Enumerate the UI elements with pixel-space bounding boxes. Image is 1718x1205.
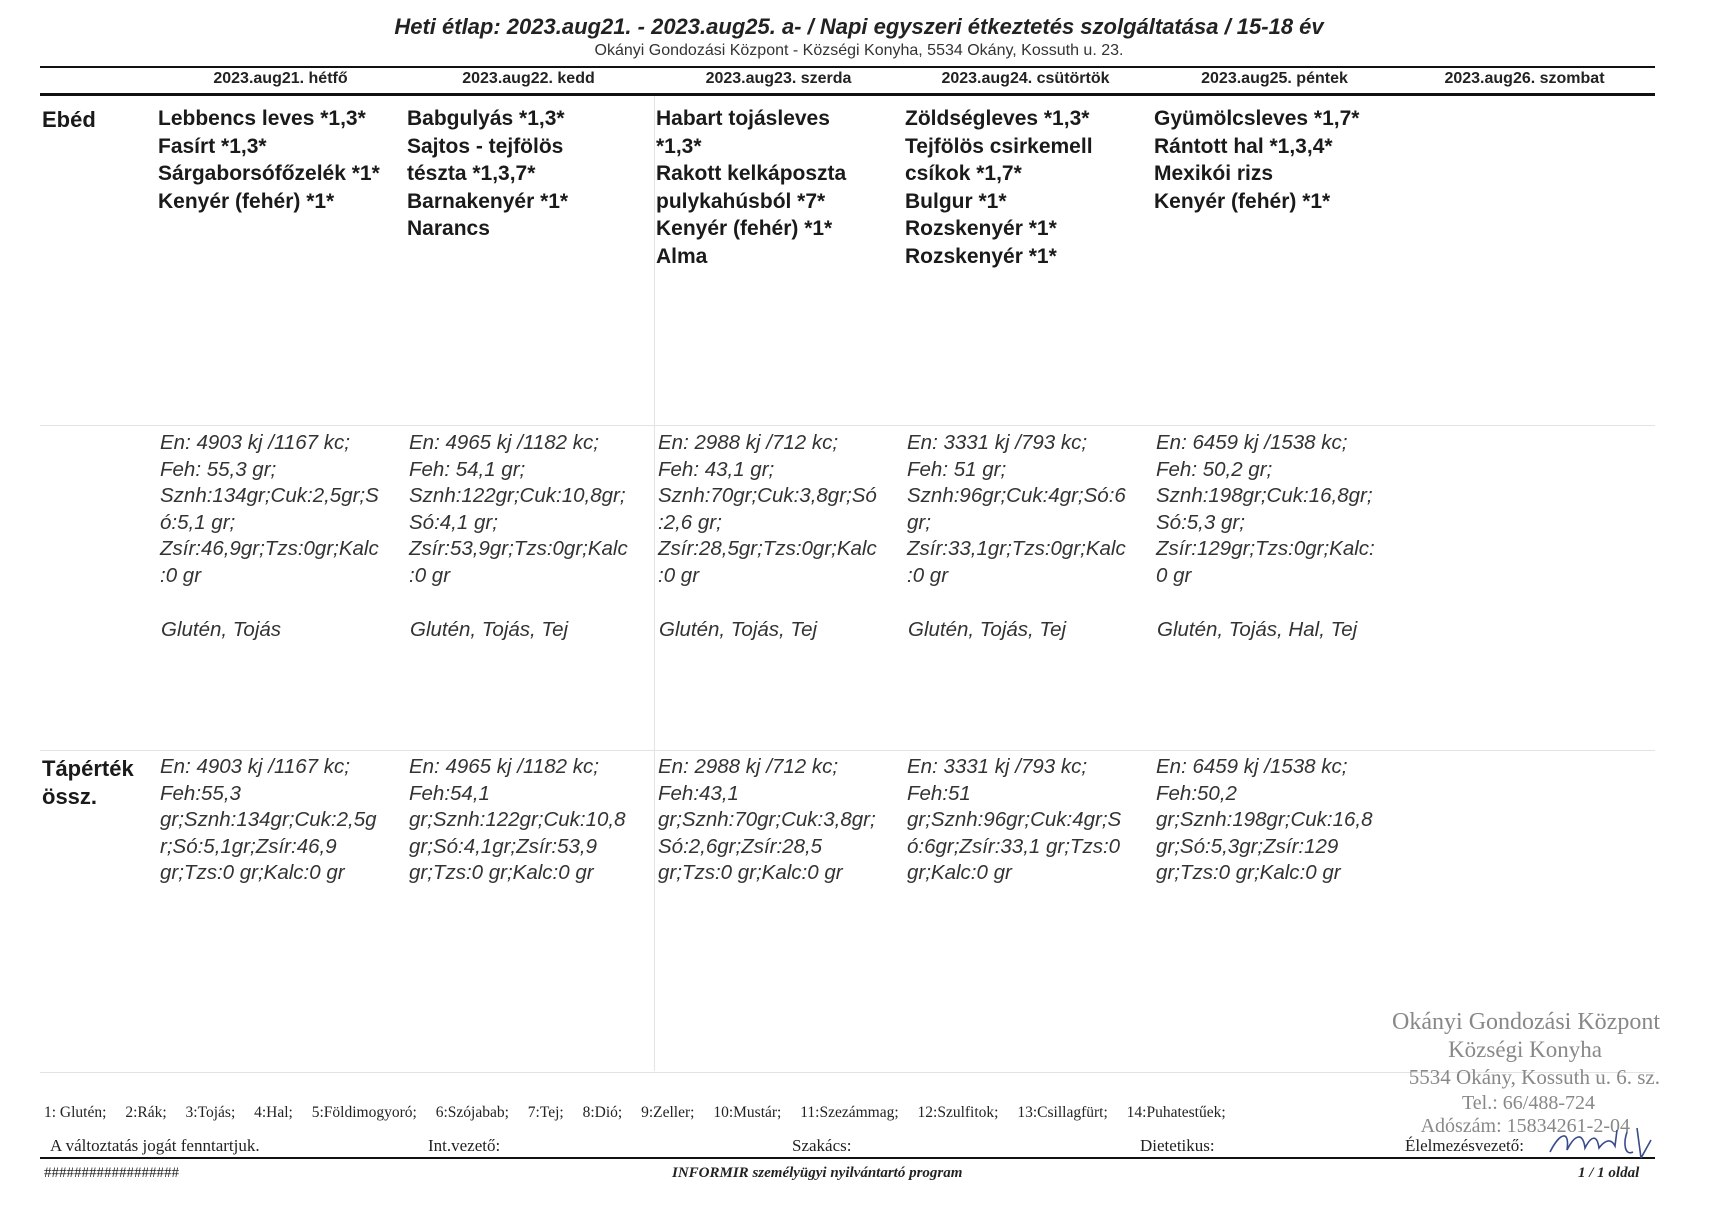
legend-item: 10:Mustár; (713, 1104, 782, 1121)
row-label-taperték (42, 755, 134, 811)
menu-item: Sárgaborsófőzelék *1* (158, 162, 380, 185)
nutrition-line: Feh: 54,1 gr; (409, 457, 526, 481)
menu-item: pulykahúsból *7* (656, 189, 826, 213)
totals-wednesday (658, 754, 906, 887)
totals-monday (160, 754, 408, 887)
totals-line: En: 4965 kj /1182 kc; (409, 755, 599, 778)
totals-friday (1156, 754, 1404, 887)
nutrition-friday (1156, 430, 1404, 589)
nutrition-tuesday (409, 430, 657, 589)
legend-item: 9:Zeller; (641, 1104, 695, 1121)
legend-item: 13:Csillagfürt; (1017, 1104, 1108, 1121)
stamp-line: Adószám: 15834261-2-04 (1420, 1115, 1630, 1137)
day-header-monday: 2023.aug21. hétfő (213, 70, 348, 87)
nutrition-line: Sznh:96gr;Cuk:4gr;Só:6 (907, 484, 1126, 507)
nutrition-line: En: 3331 kj /793 kc; (907, 431, 1088, 454)
menu-item: Kenyér (fehér) *1* (158, 189, 335, 213)
totals-line: Feh:55,3 (160, 781, 241, 805)
row-label-ebed: Ebéd (42, 107, 96, 132)
header-rule-bottom (40, 93, 1655, 96)
nutrition-line: Sznh:122gr;Cuk:10,8gr; (409, 484, 626, 507)
document-title: Heti étlap: 2023.aug21. - 2023.aug25. a- / Napi egyszeri étkeztetés szolgáltatása / 15-18 év (394, 14, 1324, 39)
footer-int-vezeto: Int.vezető: (428, 1136, 501, 1155)
menu-item: Rakott kelkáposzta (656, 162, 847, 185)
footer-rule (40, 1157, 1655, 1159)
menu-item: Habart tojásleves (656, 107, 830, 130)
grid-line (40, 750, 1655, 751)
nutrition-line: Zsír:33,1gr;Tzs:0gr;Kalc (907, 537, 1126, 560)
institution-stamp (1260, 1008, 1660, 1137)
nutrition-line: :0 gr (907, 563, 949, 587)
nutrition-line: En: 4903 kj /1167 kc; (160, 431, 350, 454)
menu-item: Narancs (407, 217, 490, 240)
totals-line: gr;Kalc:0 gr (907, 861, 1012, 884)
menu-item: Bulgur *1* (905, 189, 1007, 213)
stamp-line: Okányi Gondozási Központ (1392, 1009, 1660, 1035)
allergens-monday: Glutén, Tojás (161, 618, 282, 641)
menu-wednesday (656, 105, 904, 270)
menu-monday (158, 105, 406, 215)
menu-item: Alma (656, 244, 708, 268)
day-header-wednesday: 2023.aug23. szerda (705, 70, 852, 87)
nutrition-line: Feh: 43,1 gr; (658, 457, 775, 481)
nutrition-line: Zsír:129gr;Tzs:0gr;Kalc: (1156, 537, 1375, 560)
legend-item: 1: Glutén; (44, 1104, 107, 1121)
row-label-taperték-line2: össz. (42, 784, 98, 809)
nutrition-line: ó:5,1 gr; (160, 510, 236, 534)
nutrition-line: Só:5,3 gr; (1156, 510, 1245, 534)
day-header-tuesday: 2023.aug22. kedd (462, 70, 595, 87)
nutrition-line: Sznh:134gr;Cuk:2,5gr;S (160, 484, 379, 507)
menu-friday (1154, 105, 1402, 215)
nutrition-line: Feh: 55,3 gr; (160, 457, 277, 481)
nutrition-line: Feh: 51 gr; (907, 457, 1007, 481)
menu-item: Babgulyás *1,3* (407, 107, 565, 130)
footer-dietetikus: Dietetikus: (1140, 1136, 1215, 1155)
day-header-saturday: 2023.aug26. szombat (1444, 70, 1605, 87)
totals-line: Feh:43,1 (658, 781, 739, 805)
legend-item: 14:Puhatestűek; (1126, 1104, 1226, 1121)
totals-line: En: 6459 kj /1538 kc; (1156, 755, 1348, 778)
totals-line: Feh:51 (907, 781, 971, 805)
nutrition-line: Zsír:28,5gr;Tzs:0gr;Kalc (658, 537, 877, 560)
nutrition-line: Sznh:70gr;Cuk:3,8gr;Só (658, 484, 877, 507)
menu-item: Kenyér (fehér) *1* (656, 217, 833, 240)
totals-line: En: 3331 kj /793 kc; (907, 755, 1088, 778)
allergens-thursday: Glutén, Tojás, Tej (908, 618, 1067, 641)
totals-line: En: 2988 kj /712 kc; (658, 755, 839, 778)
legend-item: 6:Szójabab; (435, 1104, 509, 1121)
totals-line: gr;Tzs:0 gr;Kalc:0 gr (658, 861, 843, 884)
menu-tuesday (407, 105, 655, 243)
nutrition-line: gr; (907, 510, 931, 534)
menu-item: Gyümölcsleves *1,7* (1154, 107, 1360, 130)
page-number: 1 / 1 oldal (1578, 1165, 1640, 1181)
nutrition-line: Sznh:198gr;Cuk:16,8gr; (1156, 484, 1373, 507)
menu-item: Sajtos - tejfölös (407, 134, 564, 158)
menu-item: Kenyér (fehér) *1* (1154, 189, 1331, 213)
day-header-thursday: 2023.aug24. csütörtök (941, 70, 1110, 87)
totals-thursday (907, 754, 1155, 887)
totals-line: gr;Sznh:198gr;Cuk:16,8 (1156, 808, 1373, 831)
allergens-wednesday: Glutén, Tojás, Tej (659, 618, 818, 641)
menu-item: Rozskenyér *1* (905, 244, 1057, 268)
legend-item: 8:Dió; (582, 1104, 623, 1121)
nutrition-line: Só:4,1 gr; (409, 510, 498, 534)
legend-item: 2:Rák; (125, 1104, 167, 1121)
grid-line (40, 425, 1655, 426)
nutrition-line: Zsír:53,9gr;Tzs:0gr;Kalc (409, 537, 628, 560)
footer-note: A változtatás jogát fenntartjuk. (50, 1136, 260, 1155)
menu-item: Lebbencs leves *1,3* (158, 107, 366, 130)
legend-item: 12:Szulfitok; (917, 1104, 999, 1121)
nutrition-line: En: 2988 kj /712 kc; (658, 431, 839, 454)
totals-line: gr;Só:4,1gr;Zsír:53,9 (409, 834, 598, 858)
menu-item: csíkok *1,7* (905, 162, 1022, 185)
menu-item: Rozskenyér *1* (905, 217, 1057, 240)
legend-item: 3:Tojás; (185, 1104, 236, 1121)
day-header-friday: 2023.aug25. péntek (1201, 70, 1348, 87)
footer-szakacs: Szakács: (792, 1136, 852, 1155)
nutrition-line: Zsír:46,9gr;Tzs:0gr;Kalc (160, 537, 379, 560)
totals-line: gr;Sznh:70gr;Cuk:3,8gr; (658, 808, 876, 831)
nutrition-line: En: 6459 kj /1538 kc; (1156, 431, 1348, 454)
menu-item: Zöldségleves *1,3* (905, 107, 1090, 130)
menu-item: Rántott hal *1,3,4* (1154, 134, 1333, 158)
totals-line: gr;Sznh:134gr;Cuk:2,5g (160, 808, 377, 831)
allergens-friday: Glutén, Tojás, Hal, Tej (1157, 618, 1358, 641)
footer-elelmezes: Élelmezésvezető: (1405, 1136, 1524, 1155)
nutrition-line: Feh: 50,2 gr; (1156, 457, 1273, 481)
nutrition-thursday (907, 430, 1155, 589)
legend-item: 7:Tej; (527, 1104, 564, 1121)
menu-item: Barnakenyér *1* (407, 189, 569, 213)
signature (1545, 1122, 1655, 1162)
stamp-line: Tel.: 66/488-724 (1461, 1092, 1595, 1114)
totals-line: gr;Tzs:0 gr;Kalc:0 gr (409, 861, 594, 884)
totals-line: gr;Só:5,3gr;Zsír:129 (1156, 834, 1339, 858)
allergens-tuesday: Glutén, Tojás, Tej (410, 618, 569, 641)
nutrition-line: :2,6 gr; (658, 510, 722, 534)
nutrition-line: :0 gr (409, 563, 451, 587)
stamp-line: 5534 Okány, Kossuth u. 6. sz. (1408, 1065, 1660, 1089)
menu-thursday (905, 105, 1153, 270)
totals-line: Feh:50,2 (1156, 781, 1237, 805)
nutrition-monday (160, 430, 408, 589)
stamp-line: Községi Konyha (1448, 1037, 1602, 1062)
menu-item: Mexikói rizs (1154, 162, 1274, 185)
legend-item: 4:Hal; (254, 1104, 293, 1121)
totals-line: Feh:54,1 (409, 781, 490, 805)
menu-item: Fasírt *1,3* (158, 134, 267, 158)
menu-item: Tejfölös csirkemell (905, 134, 1093, 158)
row-label-taperték-line1: Tápérték (42, 756, 134, 781)
totals-line: gr;Tzs:0 gr;Kalc:0 gr (1156, 861, 1341, 884)
nutrition-line: En: 4965 kj /1182 kc; (409, 431, 599, 454)
totals-tuesday (409, 754, 657, 887)
nutrition-line: :0 gr (658, 563, 700, 587)
totals-line: gr;Tzs:0 gr;Kalc:0 gr (160, 861, 345, 884)
nutrition-wednesday (658, 430, 906, 589)
bottom-left-hashes: ################## (44, 1165, 179, 1181)
document-subtitle: Okányi Gondozási Központ - Községi Konyha, 5534 Okány, Kossuth u. 23. (594, 42, 1124, 59)
menu-item: tészta *1,3,7* (407, 162, 536, 185)
legend-item: 5:Földimogyoró; (311, 1104, 417, 1121)
totals-line: gr;Sznh:96gr;Cuk:4gr;S (907, 808, 1122, 831)
totals-line: gr;Sznh:122gr;Cuk:10,8 (409, 808, 626, 831)
legend-item: 11:Szezámmag; (800, 1104, 899, 1121)
program-name: INFORMIR személyügyi nyilvántartó program (672, 1165, 963, 1181)
totals-line: ó:6gr;Zsír:33,1 gr;Tzs:0 (907, 834, 1121, 858)
totals-line: En: 4903 kj /1167 kc; (160, 755, 350, 778)
totals-line: Só:2,6gr;Zsír:28,5 (658, 834, 823, 858)
menu-item: *1,3* (656, 134, 702, 158)
totals-line: r;Só:5,1gr;Zsír:46,9 (160, 834, 337, 858)
header-rule-top (40, 66, 1655, 68)
allergen-legend (44, 1104, 1241, 1122)
nutrition-line: 0 gr (1156, 563, 1192, 587)
nutrition-line: :0 gr (160, 563, 202, 587)
